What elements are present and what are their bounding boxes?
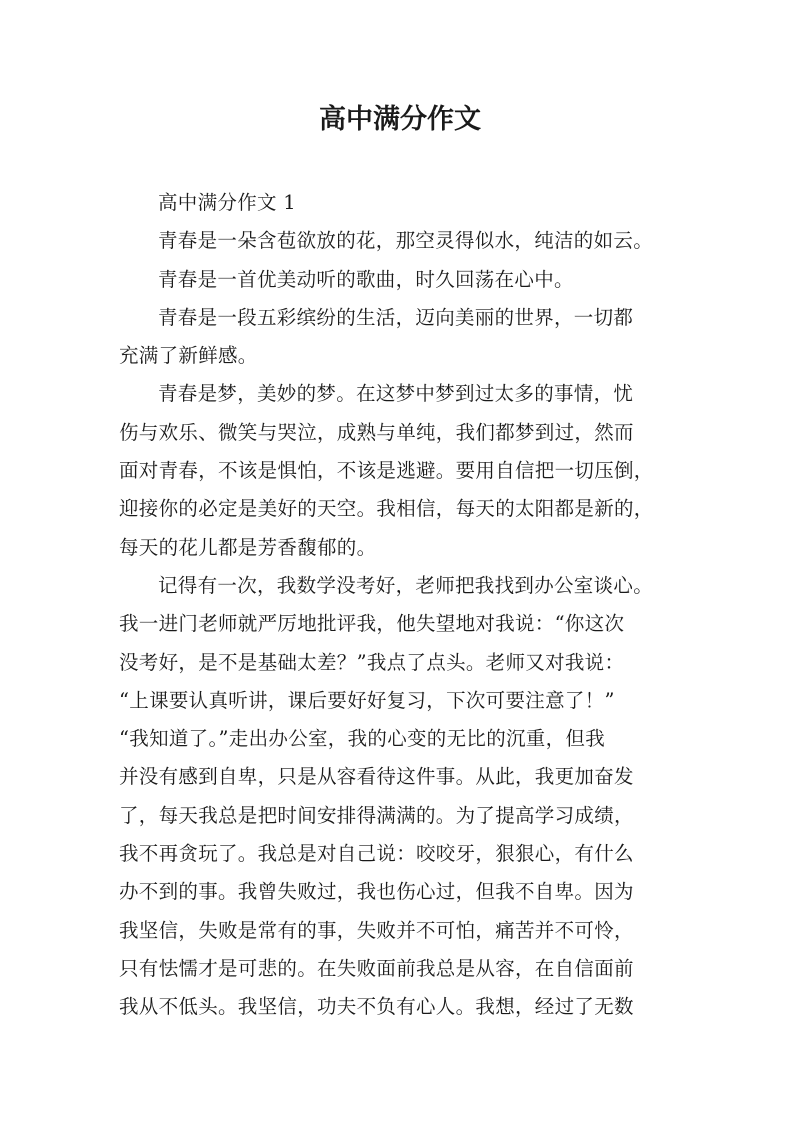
text-line: 迎接你的必定是美好的天空。我相信，每天的太阳都是新的， bbox=[119, 497, 654, 521]
paragraph-heading bbox=[119, 184, 681, 222]
text-line: 青春是一首优美动听的歌曲，时久回荡在心中。 bbox=[158, 267, 574, 291]
text-line: 青春是一朵含苞欲放的花，那空灵得似水，纯洁的如云。 bbox=[158, 229, 654, 253]
text-line: 我从不低头。我坚信，功夫不负有心人。我想，经过了无数 bbox=[119, 995, 634, 1019]
paragraph bbox=[119, 567, 681, 1027]
text-line: 青春是一段五彩缤纷的生活，迈向美丽的世界，一切都 bbox=[158, 305, 634, 329]
text-line: 每天的花儿都是芳香馥郁的。 bbox=[119, 535, 377, 559]
text-line: 记得有一次，我数学没考好，老师把我找到办公室谈心。 bbox=[158, 573, 654, 597]
text-line: “我知道了。”走出办公室，我的心变的无比的沉重，但我 bbox=[119, 727, 605, 751]
text-line: 面对青春，不该是惧怕，不该是逃避。要用自信把一切压倒， bbox=[119, 459, 654, 483]
text-line: “上课要认真听讲，课后要好好复习，下次可要注意了！” bbox=[119, 688, 615, 712]
text-line: 只有怯懦才是可悲的。在失败面前我总是从容，在自信面前 bbox=[119, 956, 634, 980]
text-line: 办不到的事。我曾失败过，我也伤心过，但我不自卑。因为 bbox=[119, 880, 634, 904]
text-line: 伤与欢乐、微笑与哭泣，成熟与单纯，我们都梦到过，然而 bbox=[119, 420, 634, 444]
text-line: 青春是梦，美妙的梦。在这梦中梦到过太多的事情，忧 bbox=[158, 382, 634, 406]
paragraph bbox=[119, 299, 681, 376]
text-line: 我一进门老师就严厉地批评我，他失望地对我说：“你这次 bbox=[119, 612, 625, 636]
text-line: 了，每天我总是把时间安排得满满的。为了提高学习成绩， bbox=[119, 803, 634, 827]
text-line: 没考好，是不是基础太差？”我点了点头。老师又对我说： bbox=[119, 650, 625, 674]
text-line: 并没有感到自卑，只是从容看待这件事。从此，我更加奋发 bbox=[119, 765, 634, 789]
paragraph bbox=[119, 261, 681, 299]
document-title: 高中满分作文 bbox=[319, 104, 481, 135]
text-line: 我不再贪玩了。我总是对自己说：咬咬牙，狠狠心，有什么 bbox=[119, 842, 634, 866]
text-line: 高中满分作文 1 bbox=[158, 191, 297, 214]
paragraph bbox=[119, 222, 681, 260]
document-body bbox=[119, 184, 681, 1027]
text-line: 我坚信，失败是常有的事，失败并不可怕，痛苦并不可怜， bbox=[119, 918, 634, 942]
paragraph bbox=[119, 375, 681, 566]
text-line: 充满了新鲜感。 bbox=[119, 344, 258, 368]
